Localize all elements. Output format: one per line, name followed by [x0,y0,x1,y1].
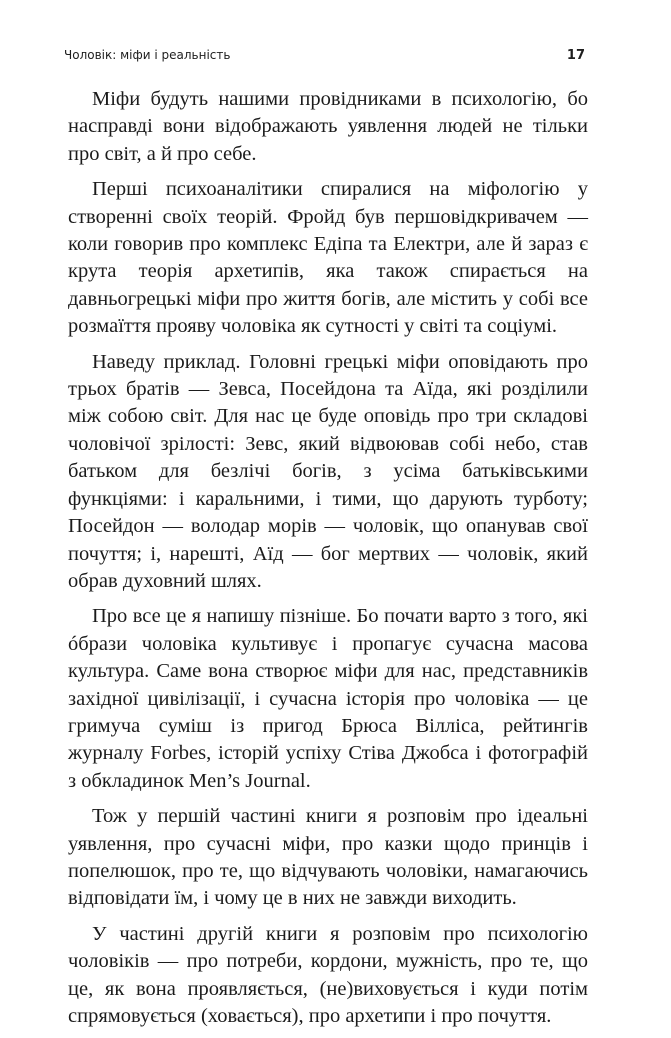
paragraph: Про все це я напишу пізніше. Бо почати варто з того, які óбрази чоловіка культивує і пропагує сучасна масова культура. Саме вона створює міфи для нас, представників західної цивілізації, і сучасна історія про чоловіка — це гримуча суміш із пригод Брюса Вілліса, рейтингів журналу Forbes, історій успіху Стіва Джобса і фотографій з обкладинок Men’s Journal. [68,605,588,792]
body-text [68,86,588,1038]
paragraph: Міфи будуть нашими провідниками в психологію, бо насправді вони відображають уявлення людей не тільки про світ, а й про себе. [68,88,588,165]
paragraph: Тож у першій частині книги я розповім про ідеальні уявлення, про сучасні міфи, про казки щодо принців і попелюшок, про те, що відчувають чоловіки, намагаючись відповідати їм, і чому це в них не завжди виходить. [68,805,588,910]
chapter-title: Чоловік: міфи і реальність [64,48,231,62]
page-number: 17 [566,48,585,63]
paragraph: У частині другій книги я розповім про психологію чоловіків — про потреби, кордони, мужність, про те, що це, як вона проявляється, (не)виховується і куди потім спрямовується (ховається), про архетипи і про почуття. [68,922,588,1027]
running-header [64,48,585,63]
paragraph: Перші психоаналітики спиралися на міфологію у створенні своїх теорій. Фройд був першовідкривачем — коли говорив про комплекс Едіпа та Електри, але й зараз є крута теорія архетипів, яка також спирається на давньогрецькі міфи про життя богів, але містить у собі все розмаїття прояву чоловіка як сутності у світі та соціумі. [68,178,588,338]
paragraph: Наведу приклад. Головні грецькі міфи оповідають про трьох братів — Зевса, Посейдона та Аїда, які розділили між собою світ. Для нас це буде оповідь про три складові чоловічої зрілості: Зевс, який відвоював собі небо, став батьком для безлічі богів, з усіма батьківськими функціями: і каральними, і тими, що дарують турботу; Посейдон — володар морів — чоловік, що опанував свої почуття; і, нарешті, Аїд — бог мертвих — чоловік, який обрав духовний шлях. [68,350,588,592]
